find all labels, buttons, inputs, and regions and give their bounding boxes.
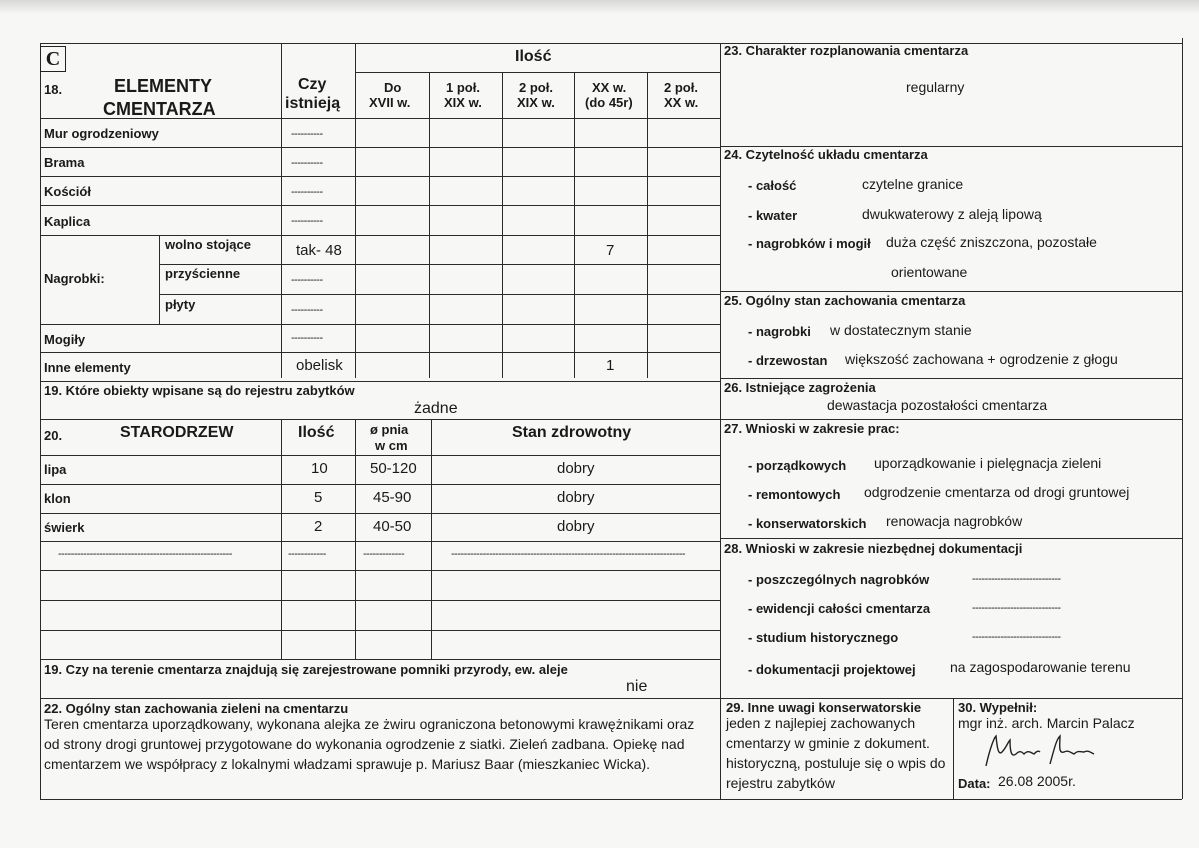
q30-title: 30. Wypełnił: [958, 700, 1038, 715]
row-label-przyscienne: przyścienne [165, 266, 241, 281]
row-exists-inne: obelisk [296, 357, 343, 374]
q20-number: 20. [44, 428, 63, 443]
czy-header-2: istnieją [285, 95, 341, 112]
row-exists-brama: ---------- [291, 157, 323, 169]
tree-state-swierk: dobry [557, 518, 595, 535]
row-label-wolno: wolno stojące [165, 237, 251, 252]
q19b-question: 19. Czy na terenie cmentarza znajdują się zarejestrowane pomniki przyrody, ew. aleje [44, 662, 568, 677]
tree-dash-count: ------------ [288, 548, 326, 560]
row-label-plyty: płyty [165, 297, 196, 312]
q28-value-studium: ---------------------------- [972, 631, 1061, 643]
q19a-question: 19. Które obiekty wpisane są do rejestru zabytków [44, 383, 355, 398]
row-label-kaplica: Kaplica [44, 214, 91, 229]
row-label-mur: Mur ogrodzeniowy [44, 126, 159, 141]
section-letter-box: C [40, 46, 66, 72]
section-18-number: 18. [44, 82, 63, 97]
q20-ilosc-header: Ilość [298, 424, 335, 441]
signature [980, 730, 1100, 772]
tree-count-klon: 5 [314, 489, 323, 506]
row-exists-plyty: ---------- [291, 304, 323, 316]
row-exists-kaplica: ---------- [291, 215, 323, 227]
q23-answer: regularny [906, 79, 965, 95]
period-2-l2: XIX w. [444, 95, 482, 110]
tree-state-klon: dobry [557, 489, 595, 506]
ilosc-header: Ilość [515, 48, 552, 65]
row-label-brama: Brama [44, 155, 85, 170]
period-4-l1: XX w. [592, 80, 627, 95]
q20-pnia-header-1: ø pnia [370, 422, 409, 437]
q28-label-ewidencji: - ewidencji całości cmentarza [748, 601, 931, 616]
period-1-l2: XVII w. [369, 95, 411, 110]
q26-title: 26. Istniejące zagrożenia [724, 380, 876, 395]
q20-title: STARODRZEW [120, 424, 234, 441]
czy-header-1: Czy [298, 76, 327, 93]
row-xx45-wolno: 7 [606, 242, 615, 259]
row-exists-kosciol: ---------- [291, 186, 323, 198]
q28-title: 28. Wnioski w zakresie niezbędnej dokumentacji [724, 541, 1023, 556]
q22-line-2: od strony drogi gruntowej przygotowane do wykonania ogrodzenie z siatki. Zieleń zadbana. Opiekę nad [44, 736, 685, 752]
q24-label-nagrobki: - nagrobków i mogił [748, 236, 871, 251]
period-3-l2: XIX w. [517, 95, 555, 110]
q30-date-value: 26.08 2005r. [998, 773, 1076, 789]
q19a-answer: żadne [414, 400, 458, 417]
q25-value-drzewostan: większość zachowana + ogrodzenie z głogu [845, 351, 1118, 367]
q20-pnia-header-2: w cm [375, 438, 408, 453]
q24-continuation: orientowane [891, 264, 968, 280]
tree-dash-name: ------------------------------------------------------- [58, 548, 232, 560]
row-xx45-inne: 1 [606, 357, 615, 374]
tree-name-swierk: świerk [44, 520, 85, 535]
tree-diameter-klon: 45-90 [373, 489, 412, 506]
q28-value-ewidencji: ---------------------------- [972, 602, 1061, 614]
q27-value-konserwatorskich: renowacja nagrobków [886, 513, 1023, 529]
q24-title: 24. Czytelność układu cmentarza [724, 147, 928, 162]
q24-value-kwater: dwukwaterowy z aleją lipową [862, 206, 1042, 222]
q27-label-remontowych: - remontowych [748, 487, 841, 502]
q25-label-drzewostan: - drzewostan [748, 353, 828, 368]
q27-label-konserwatorskich: - konserwatorskich [748, 516, 867, 531]
q24-label-calosc: - całość [748, 178, 797, 193]
q27-label-porzadkowych: - porządkowych [748, 458, 847, 473]
section-18-title-1: ELEMENTY [114, 76, 213, 96]
q27-value-remontowych: odgrodzenie cmentarza od drogi gruntowej [864, 484, 1130, 500]
tree-diameter-swierk: 40-50 [373, 518, 412, 535]
q28-value-projektowej: na zagospodarowanie terenu [950, 659, 1131, 675]
q24-label-kwater: - kwater [748, 208, 798, 223]
tree-diameter-lipa: 50-120 [370, 460, 417, 477]
q22-title: 22. Ogólny stan zachowania zieleni na cmentarzu [44, 701, 349, 716]
q29-line-4: rejestru zabytków [726, 775, 835, 791]
row-label-inne: Inne elementy [44, 360, 131, 375]
q27-value-porzadkowych: uporządkowanie i pielęgnacja zieleni [874, 455, 1102, 471]
period-1-l1: Do [384, 80, 402, 95]
q24-value-calosc: czytelne granice [862, 176, 964, 192]
tree-name-klon: klon [44, 491, 71, 506]
row-exists-mogily: ---------- [291, 332, 323, 344]
tree-count-lipa: 10 [311, 460, 328, 477]
tree-state-lipa: dobry [557, 460, 595, 477]
period-3-l1: 2 poł. [519, 80, 553, 95]
period-5-l2: XX w. [664, 95, 699, 110]
row-label-mogily: Mogiły [44, 332, 86, 347]
q29-line-3: historyczną, postuluje się o wpis do [726, 755, 946, 771]
tree-count-swierk: 2 [314, 518, 323, 535]
q25-value-nagrobki: w dostatecznym stanie [830, 322, 972, 338]
q22-line-3: cmentarzem we współpracy z lokalnymi władzami sprawuje p. Mariusz Baar (mieszkaniec Wicka). [44, 756, 651, 772]
section-18-title-2: CMENTARZA [103, 99, 216, 119]
row-exists-wolno: tak- 48 [296, 242, 342, 259]
q19b-answer: nie [626, 678, 648, 695]
q25-title: 25. Ogólny stan zachowania cmentarza [724, 293, 966, 308]
period-4-l2: (do 45r) [585, 95, 633, 110]
q20-stan-header: Stan zdrowotny [512, 424, 632, 441]
tree-dash-diameter: ------------- [363, 548, 405, 560]
q28-label-studium: - studium historycznego [748, 630, 899, 645]
q28-label-projektowej: - dokumentacji projektowej [748, 662, 916, 677]
period-2-l1: 1 poł. [446, 80, 480, 95]
q24-value-nagrobki: duża część zniszczona, pozostałe [886, 234, 1097, 250]
q22-line-1: Teren cmentarza uporządkowany, wykonana alejka ze żwiru ograniczona betonowymi krawężnikami oraz [44, 716, 695, 732]
q23-title: 23. Charakter rozplanowania cmentarza [724, 43, 969, 58]
q30-name: mgr inż. arch. Marcin Palacz [958, 715, 1135, 731]
tree-dash-state: -------------------------------------------------------------------------- [451, 548, 686, 560]
row-exists-przyscienne: ---------- [291, 274, 323, 286]
row-label-kosciol: Kościół [44, 184, 91, 199]
q28-value-nagrobkow: ---------------------------- [972, 573, 1061, 585]
period-5-l1: 2 poł. [664, 80, 698, 95]
q25-label-nagrobki: - nagrobki [748, 324, 811, 339]
q29-line-2: cmentarzy w gminie z dokument. [726, 735, 930, 751]
q26-answer: dewastacja pozostałości cmentarza [827, 397, 1048, 413]
q28-label-nagrobkow: - poszczególnych nagrobków [748, 572, 930, 587]
q29-title: 29. Inne uwagi konserwatorskie [726, 700, 922, 715]
nagrobki-label: Nagrobki: [44, 271, 105, 286]
row-exists-mur: ---------- [291, 128, 323, 140]
tree-name-lipa: lipa [44, 462, 67, 477]
q29-line-1: jeden z najlepiej zachowanych [726, 715, 916, 731]
q30-date-label: Data: [958, 776, 991, 791]
q27-title: 27. Wnioski w zakresie prac: [724, 421, 900, 436]
scan-edge [0, 0, 1199, 14]
